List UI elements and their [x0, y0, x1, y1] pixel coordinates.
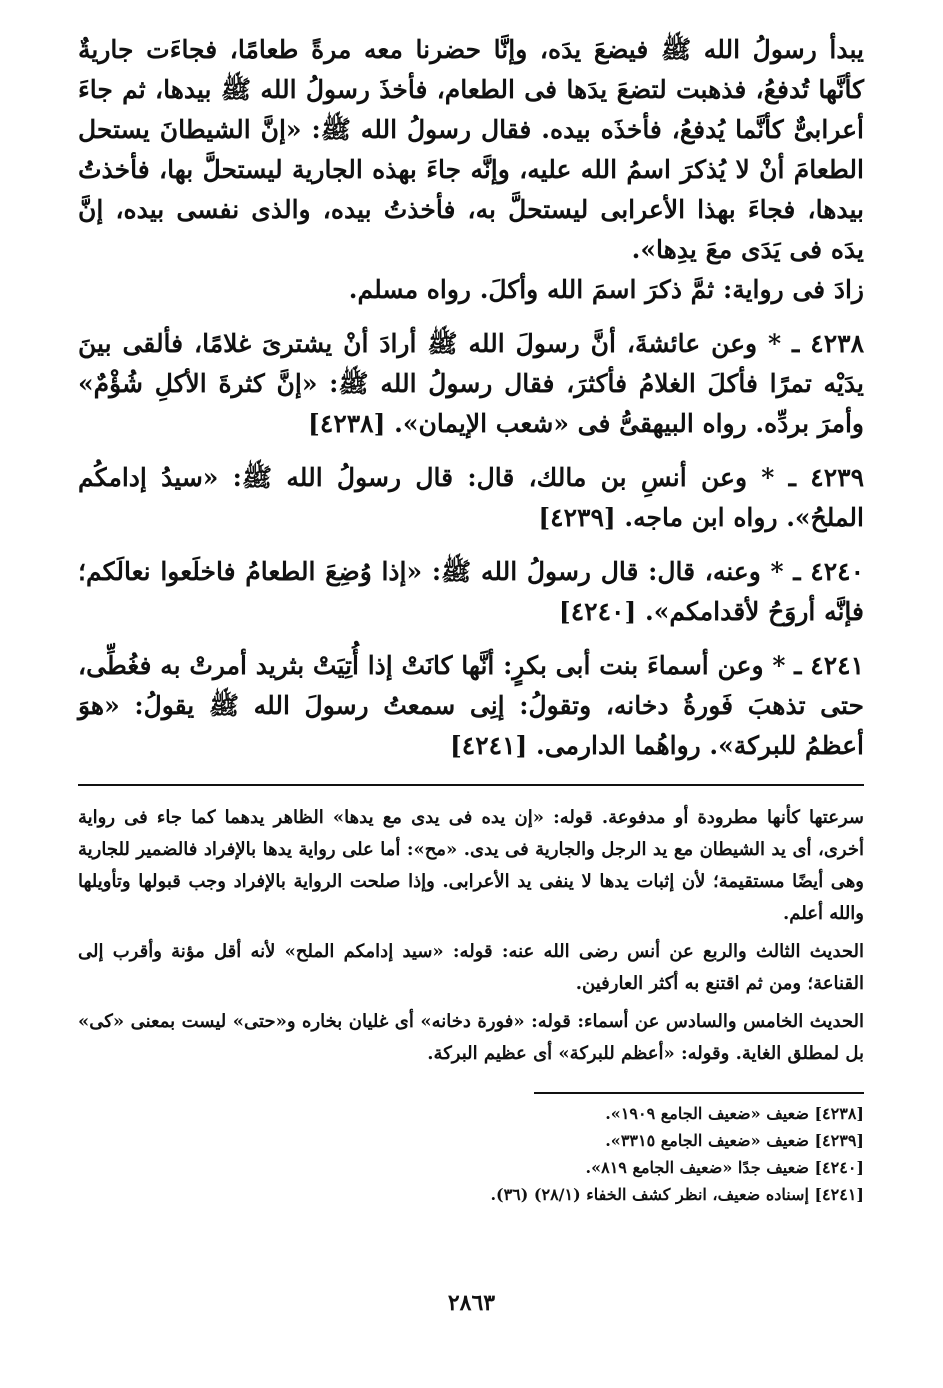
hadith-4239: ٤٢٣٩ ـ * وعن أنسِ بن مالك، قال: قال رسولُ الله ﷺ: «سيدُ إدامكُم الملحُ». رواه ابن ماجه. [٤٢٣٩] [78, 463, 864, 532]
commentary-paragraph: الحديث الثالث والربع عن أنس رضى الله عنه: قوله: «سيد إدامكم الملح» لأنه أقل مؤنة وأقرب إلى القناعة؛ ومن ثم اقتنع به أكثر العارفين. [78, 941, 864, 994]
commentary [78, 802, 864, 1070]
main-separator [78, 784, 864, 786]
hadith-4241: ٤٢٤١ ـ * وعن أسماءَ بنت أبى بكرٍ: أنَّها كانَتْ إذا أُتِيَتْ بثريد أمرتْ به فغُطِّى، حتى تذهبَ فَورةُ دخانه، وتقولُ: إنِى سمعتُ رسولَ الله ﷺ يقولُ: «هوَ أعظمُ للبركة». رواهُما الدارمى. [٤٢٤١] [78, 651, 864, 760]
footnote-4241: [٤٢٤١] إسناده ضعيف، انظر كشف الخفاء (٢٨/١) (٣٦). [490, 1185, 864, 1204]
footnote-4239: [٤٢٣٩] ضعيف «ضعيف الجامع ٣٣١٥». [605, 1131, 864, 1150]
page-number: ٢٨٦٣ [447, 1290, 496, 1316]
hadith-continuation: يبدأ رسولُ الله ﷺ فيضعَ يدَه، وإنَّا حضرنا معه مرةً طعامًا، فجاءَت جاريةٌ كأنَّها تُدفعُ، فذهبت لتضعَ يدَها فى الطعام، فأخذَ رسولُ الله ﷺ بيدها، ثم جاءَ أعرابىٌّ كأنَّما يُدفعُ، فأخذَه بيده. فقال رسولُ الله ﷺ: «إنَّ الشيطانَ يستحل الطعامَ أنْ لا يُذكرَ اسمُ الله عليه، وإنَّه جاءَ بهذه الجارية ليستحلَّ بها، فأخذتُ بيدها، فجاءَ بهذا الأعرابى ليستحلَّ به، فأخذتُ بيده، والذى نفسى بيده، إنَّ يدَه فى يَدَى معَ يدِها». [78, 35, 864, 264]
hadith-addition: زادَ فى رواية: ثمَّ ذكرَ اسمَ الله وأكلَ. رواه مسلم. [348, 275, 864, 304]
footnotes [78, 1100, 864, 1208]
hadith-4238: ٤٢٣٨ ـ * وعن عائشةَ، أنَّ رسولَ الله ﷺ أرادَ أنْ يشترىَ غلامًا، فألقى بينَ يدَيْه تمرًا فأكلَ الغلامُ فأكثرَ، فقال رسولُ الله ﷺ: «إنَّ كثرةَ الأكلِ شُؤْمٌ» وأمرَ بردِّه. رواه البيهقىُّ فى «شعب الإيمان». [٤٢٣٨] [78, 329, 864, 438]
book-page [78, 30, 864, 1208]
commentary-paragraph: الحديث الخامس والسادس عن أسماء: قوله: «فورة دخانه» أى غليان بخاره و«حتى» ليست بمعنى «كى» بل لمطلق الغاية. وقوله: «أعظم للبركة» أى عظيم البركة. [78, 1011, 864, 1064]
main-text [78, 30, 864, 766]
commentary-paragraph: سرعتها كأنها مطرودة أو مدفوعة. قوله: «إن يده فى يدى مع يدها» الظاهر يدهما كما جاء فى رواية أخرى، أى يد الشيطان مع يد الرجل والجارية فى يدى. «مح»: أما على رواية يدها بالإفراد فالضمير للجارية وهى أيضًا مستقيمة؛ لأن إثبات يدها لا ينفى يد الأعرابى. وإذا صلحت الرواية بالإفراد وجب قبولها وتأويلها والله أعلم. [78, 807, 864, 924]
hadith-4240: ٤٢٤٠ ـ * وعنه، قال: قال رسولُ الله ﷺ: «إذا وُضِعَ الطعامُ فاخلَعوا نعالَكم؛ فإنَّه أروَحُ لأقدامكم». [٤٢٤٠] [78, 557, 864, 626]
footnote-4238: [٤٢٣٨] ضعيف «ضعيف الجامع ١٩٠٩». [605, 1104, 864, 1123]
footnote-separator [534, 1092, 864, 1094]
footnote-4240: [٤٢٤٠] ضعيف جدًا «ضعيف الجامع ٨١٩». [585, 1158, 864, 1177]
